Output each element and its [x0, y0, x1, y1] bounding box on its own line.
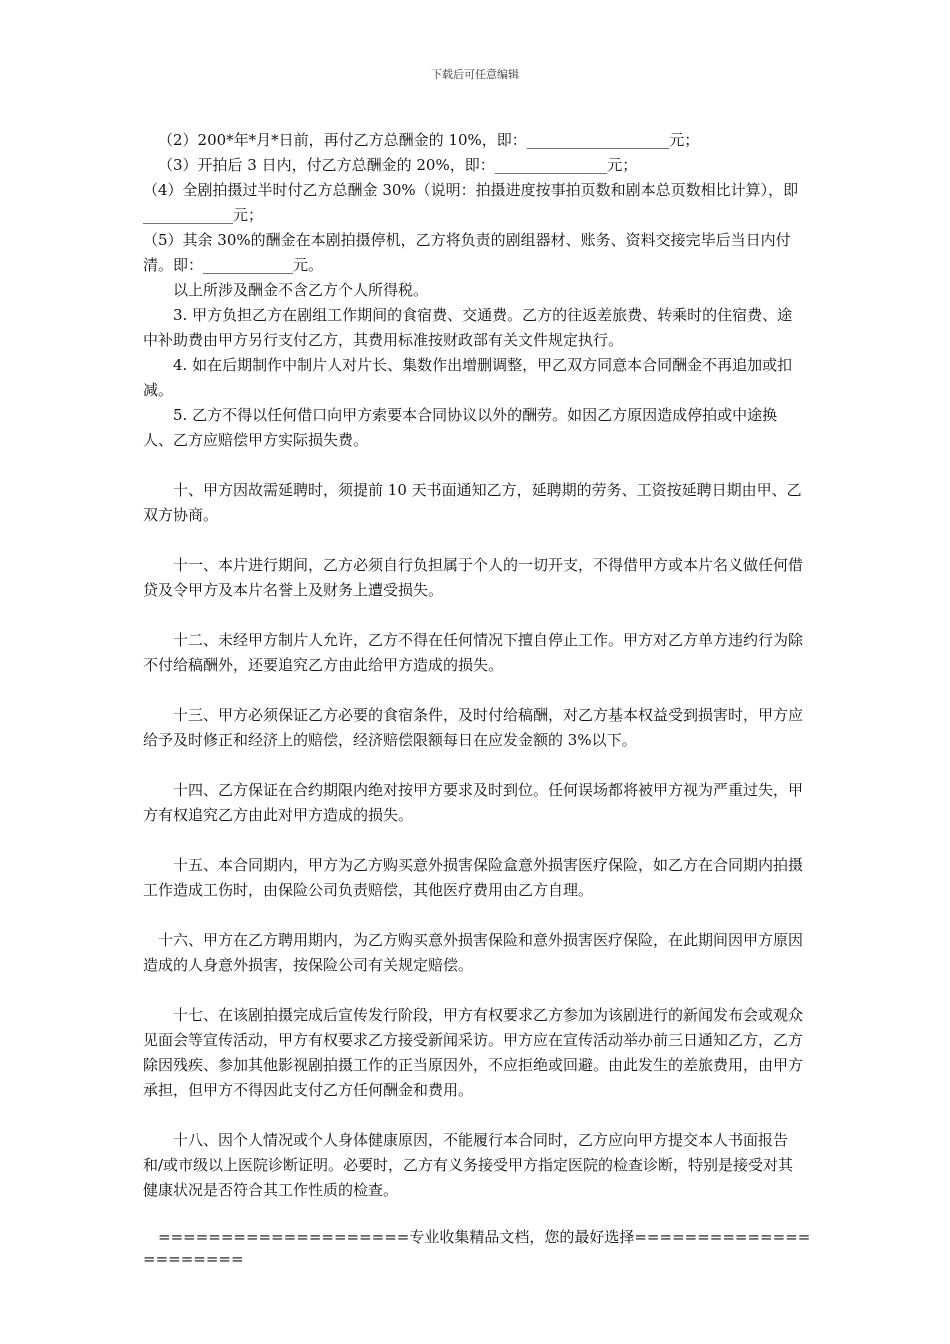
payment-clause-4: （4）全剧拍摄过半时付乙方总酬金 30%（说明：拍摄进度按事拍页数和剧本总页数相比计算），即____________元； [143, 181, 799, 224]
paragraph-gap [143, 453, 807, 478]
tax-note: 以上所涉及酬金不含乙方个人所得税。 [173, 281, 429, 299]
clause-17: 十七、在该剧拍摄完成后宣传发行阶段，甲方有权要求乙方参加为该剧进行的新闻发布会或观众见面会等宣传活动，甲方有权要求乙方接受新闻采访。甲方应在宣传活动举办前三日通知乙方，乙方除因残疾、参加其他影视剧拍摄工作的正当原因外，不应拒绝或回避。由此发生的差旅费用，由甲方承担，但甲方不得因此支付乙方任何酬金和费用。 [143, 1006, 804, 1099]
paragraph-gap [143, 978, 807, 1003]
payment-clause-5: （5）其余 30%的酬金在本剧拍摄停机，乙方将负责的剧组器材、账务、资料交接完毕后当日内付清。即：____________元。 [143, 231, 791, 274]
clause-18: 十八、因个人情况或个人身体健康原因，不能履行本合同时，乙方应向甲方提交本人书面报告和/或市级以上医院诊断证明。必要时，乙方有义务接受甲方指定医院的检查诊断，特别是接受对其健康状况是否符合其工作性质的检查。 [143, 1131, 794, 1199]
clause-16: 十六、甲方在乙方聘用期内，为乙方购买意外损害保险和意外损害医疗保险，在此期间因甲方原因造成的人身意外损害，按保险公司有关规定赔偿。 [143, 931, 804, 974]
payment-clause-2: （2）200*年*月*日前，再付乙方总酬金的 10%，即：___________________元； [158, 131, 700, 149]
clause-11: 十一、本片进行期间，乙方必须自行负担属于个人的一切开支，不得借甲方或本片名义做任何借贷及令甲方及本片名誉上及财务上遭受损失。 [143, 556, 804, 599]
clause-12: 十二、未经甲方制片人允许，乙方不得在任何情况下擅自停止工作。甲方对乙方单方违约行为除不付给稿酬外，还要追究乙方由此给甲方造成的损失。 [143, 631, 804, 674]
clause-15: 十五、本合同期内，甲方为乙方购买意外损害保险盒意外损害医疗保险，如乙方在合同期内拍摄工作造成工伤时，由保险公司负责赔偿，其他医疗费用由乙方自理。 [143, 856, 804, 899]
paragraph-gap [143, 678, 807, 703]
payment-clause-3: （3）开拍后 3 日内，付乙方总酬金的 20%，即：_______________元； [158, 156, 638, 174]
clause-9-3: 3. 甲方负担乙方在剧组工作期间的食宿费、交通费。乙方的往返差旅费、转乘时的住宿费、途中补助费由甲方另行支付乙方，其费用标准按财政部有关文件规定执行。 [143, 306, 793, 349]
clause-9-5: 5. 乙方不得以任何借口向甲方索要本合同协议以外的酬劳。如因乙方原因造成停拍或中途换人、乙方应赔偿甲方实际损失费。 [143, 406, 778, 449]
paragraph-gap [143, 1103, 807, 1128]
page-footer: ====================专业收集精品文档，您的最好选择====================== [143, 1228, 811, 1268]
paragraph-gap [143, 828, 807, 853]
paragraph-gap [143, 753, 807, 778]
clause-13: 十三、甲方必须保证乙方必要的食宿条件，及时付给稿酬，对乙方基本权益受到损害时，甲方应给予及时修正和经济上的赔偿，经济赔偿限额每日在应发金额的 3%以下。 [143, 706, 804, 749]
paragraph-gap [143, 903, 807, 928]
paragraph-gap [143, 603, 807, 628]
clause-10: 十、甲方因故需延聘时，须提前 10 天书面通知乙方，延聘期的劳务、工资按延聘日期由甲、乙双方协商。 [143, 481, 802, 524]
clause-14: 十四、乙方保证在合约期限内绝对按甲方要求及时到位。任何误场都将被甲方视为严重过失，甲方有权追究乙方由此对甲方造成的损失。 [143, 781, 804, 824]
page-header: 下载后可任意编辑 [431, 68, 519, 81]
paragraph-gap [143, 528, 807, 553]
clause-9-4: 4. 如在后期制作中制片人对片长、集数作出增删调整，甲乙双方同意本合同酬金不再追加或扣减。 [143, 356, 793, 399]
document-body [143, 128, 807, 1203]
